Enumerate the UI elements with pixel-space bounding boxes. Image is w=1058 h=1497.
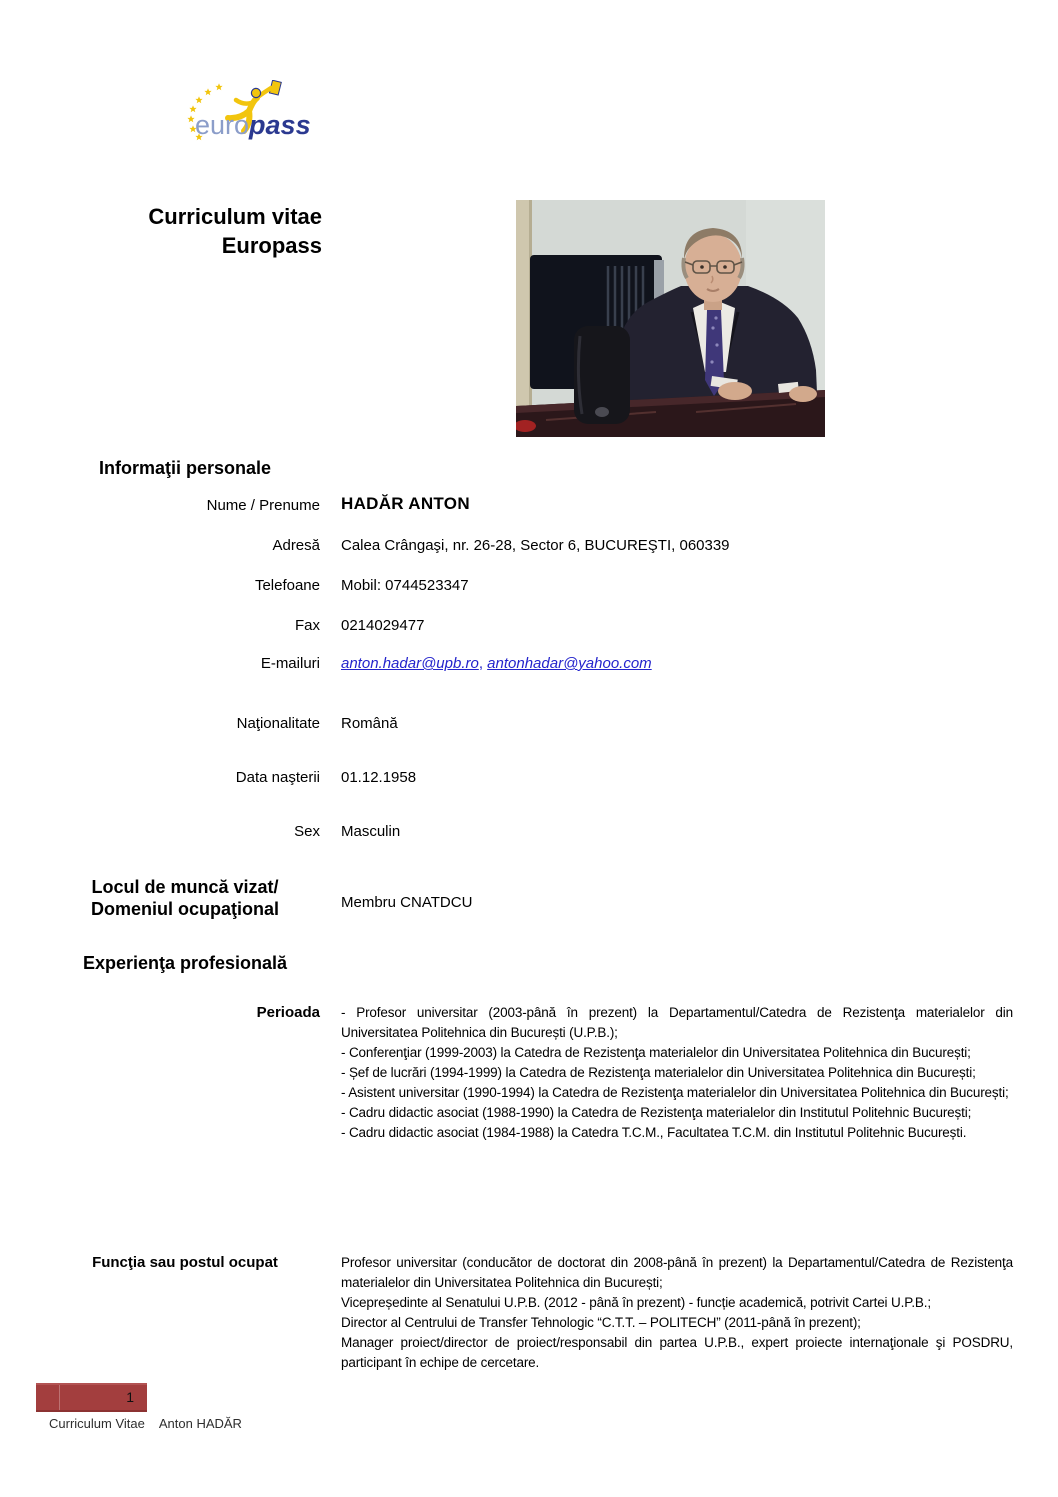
svg-text:europass — [195, 110, 311, 140]
row-birthdate — [0, 768, 1058, 787]
portrait-photo-graphic — [516, 200, 825, 437]
email-separator: , — [478, 655, 488, 672]
row-nationality — [0, 714, 1058, 733]
footer-text — [49, 1416, 242, 1431]
title-line-1: Curriculum vitae — [148, 204, 322, 229]
title-line-2: Europass — [221, 233, 322, 258]
footer-page-number-box — [36, 1383, 147, 1412]
paragraph-item: - Asistent universitar (1990-1994) la Catedra de Rezistenţa materialelor din Universitatea Politehnica din București; — [341, 1085, 1009, 1100]
paragraph-item: Vicepreședinte al Senatului U.P.B. (2012 - până în prezent) - funcție academică, potrivit Cartei U.P.B.; — [341, 1295, 931, 1310]
label-perioada: Perioada — [256, 1004, 320, 1021]
row-address — [0, 536, 1058, 555]
footer-box-divider — [59, 1385, 60, 1410]
paragraph-item: - Profesor universitar (2003-până în prezent) la Departamentul/Catedra de Rezistenţa materialelor din Universitatea Politehnica din București (U.P.B.); — [341, 1005, 1013, 1040]
row-sex — [0, 822, 1058, 841]
row-phones — [0, 576, 1058, 595]
paragraph-item: Manager proiect/director de proiect/responsabil din partea U.P.B., expert proiecte internaţionale şi POSDRU, participant în echipe de cercetare. — [341, 1335, 1013, 1370]
paragraph-item: Profesor universitar (conducător de doctorat din 2008-până în prezent) la Departamentul/Catedra de Rezistenţa materialelor din Universitatea Politehnica din București; — [341, 1255, 1013, 1290]
logo-text-pass: pass — [249, 110, 311, 140]
value-name: HADĂR ANTON — [341, 494, 470, 513]
value-phones: Mobil: 0744523347 — [341, 577, 469, 594]
section-heading-job-target — [40, 876, 330, 920]
paragraph-item: Director al Centrului de Transfer Tehnologic “C.T.T. – POLITECH” (2011-până în prezent); — [341, 1315, 861, 1330]
section-heading-experience: Experienţa profesională — [82, 953, 288, 973]
paragraph-item: - Cadru didactic asociat (1988-1990) la Catedra de Rezistenţa materialelor din Institutul Politehnic București; — [341, 1105, 972, 1120]
footer-doc-label: Curriculum Vitae — [49, 1416, 145, 1431]
value-sex: Masculin — [341, 823, 401, 840]
label-nationality: Naţionalitate — [236, 715, 320, 732]
job-target-value: Membru CNATDCU — [341, 894, 473, 911]
row-emails — [0, 654, 1058, 673]
label-emails: E-mailuri — [260, 655, 320, 672]
page-number: 1 — [126, 1389, 134, 1405]
value-functie — [341, 1253, 1013, 1373]
label-phones: Telefoane — [254, 577, 320, 594]
job-target-heading-line1: Locul de muncă vizat/ — [91, 877, 279, 897]
value-perioada — [341, 1003, 1013, 1143]
row-name — [0, 496, 1058, 515]
label-birthdate: Data naşterii — [235, 769, 320, 786]
label-functie: Funcţia sau postul ocupat — [92, 1254, 278, 1271]
email-link-yahoo[interactable]: antonhadar@yahoo.com — [487, 655, 652, 672]
europass-logo — [183, 80, 311, 144]
label-address: Adresă — [272, 537, 320, 554]
paragraph-item: - Cadru didactic asociat (1984-1988) la Catedra T.C.M., Facultatea T.C.M. din Institutul Politehnic București. — [341, 1125, 967, 1140]
page-title — [0, 202, 322, 260]
paragraph-item: - Conferenţiar (1999-2003) la Catedra de Rezistenţa materialelor din Universitatea Politehnica din București; — [341, 1045, 971, 1060]
value-fax: 0214029477 — [341, 617, 425, 634]
value-nationality: Română — [341, 715, 398, 732]
paragraph-item: - Șef de lucrări (1994-1999) la Catedra de Rezistenţa materialelor din Universitatea Politehnica din București; — [341, 1065, 976, 1080]
value-address: Calea Crângaşi, nr. 26-28, Sector 6, BUCUREŞTI, 060339 — [341, 537, 730, 554]
footer-name: Anton HADĂR — [158, 1416, 242, 1431]
row-perioada — [0, 1003, 1058, 1143]
email-link-upb[interactable]: anton.hadar@upb.ro — [341, 655, 479, 672]
row-functie — [0, 1253, 1058, 1373]
row-fax — [0, 616, 1058, 635]
section-heading-personal-info: Informaţii personale — [98, 458, 272, 478]
logo-text-euro: euro — [195, 110, 250, 140]
europass-logo-graphic — [183, 80, 311, 144]
portrait-photo — [516, 200, 825, 437]
label-name: Nume / Prenume — [206, 497, 320, 514]
value-birthdate: 01.12.1958 — [341, 769, 417, 786]
label-fax: Fax — [294, 617, 320, 634]
job-target-heading-line2: Domeniul ocupaţional — [90, 899, 279, 919]
label-sex: Sex — [294, 823, 320, 840]
value-emails — [341, 654, 652, 673]
